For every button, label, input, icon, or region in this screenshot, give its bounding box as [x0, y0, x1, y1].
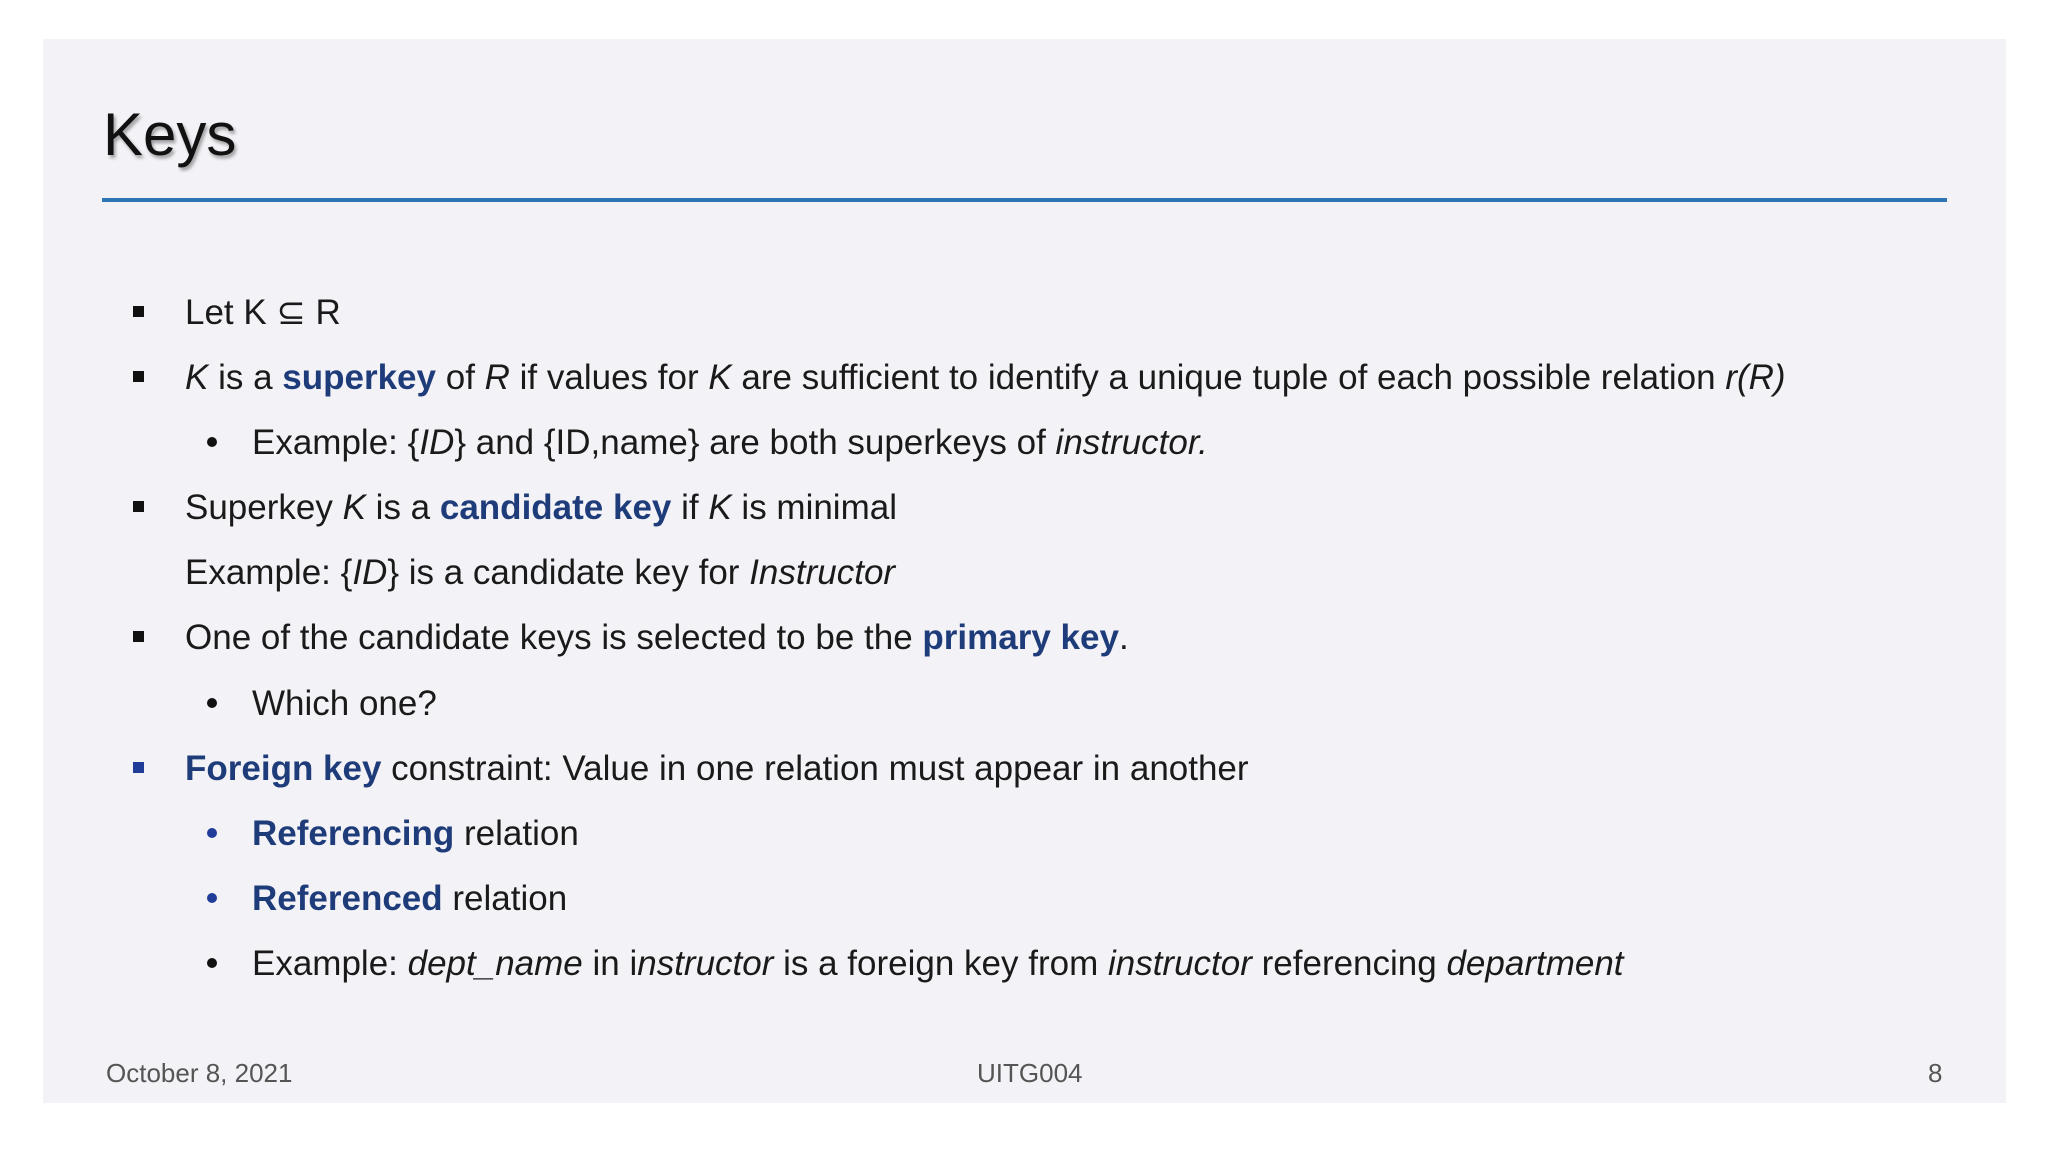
- text-run: relation: [454, 814, 579, 853]
- italic-text: nstructor: [637, 944, 774, 983]
- dot-bullet-icon: [202, 874, 222, 924]
- text-run: is minimal: [731, 488, 897, 527]
- bullet-text: [252, 809, 579, 859]
- text-run: One of the candidate keys is selected to be the: [185, 618, 923, 657]
- bullet-text: [252, 679, 437, 729]
- text-run: in i: [582, 944, 638, 983]
- text-run: is a: [208, 358, 283, 397]
- dot-bullet-icon: [202, 418, 222, 468]
- text-run: of: [436, 358, 485, 397]
- italic-text: ID: [352, 553, 388, 592]
- text-run: } is a candidate key for: [387, 553, 750, 592]
- bullet-text: [252, 874, 567, 924]
- keyword-term: Referenced: [252, 879, 443, 918]
- text-run: is a foreign key from: [773, 944, 1108, 983]
- text-run: Example:: [252, 944, 408, 983]
- bullet-text: [185, 353, 1786, 403]
- text-run: Superkey: [185, 488, 343, 527]
- text-run: ⊆: [276, 293, 306, 332]
- bullet-text: [185, 548, 895, 598]
- text-run: R: [305, 293, 341, 332]
- bullet-text: [185, 744, 1249, 794]
- square-bullet-icon: [128, 483, 148, 533]
- keyword-term: primary key: [922, 618, 1119, 657]
- keyword-term: superkey: [282, 358, 436, 397]
- dot-bullet-icon: [202, 809, 222, 859]
- text-run: are sufficient to identify a unique tuple of each possible relation: [731, 358, 1726, 397]
- square-bullet-icon: [128, 353, 148, 403]
- bullet-text: [185, 288, 341, 338]
- italic-text: r(R): [1725, 358, 1786, 397]
- text-run: .: [1118, 618, 1129, 657]
- bullet-text: [252, 418, 1208, 468]
- keyword-term: Foreign key: [185, 749, 382, 788]
- italic-text: K: [185, 358, 209, 397]
- bullet-text: [185, 613, 1129, 663]
- dot-bullet-icon: [202, 939, 222, 989]
- slide-title: Keys: [103, 101, 237, 168]
- italic-text: K: [708, 358, 732, 397]
- text-run: if: [671, 488, 709, 527]
- square-bullet-icon: [128, 288, 148, 338]
- italic-text: department: [1446, 944, 1624, 983]
- slide: [43, 39, 2006, 1103]
- dot-bullet-icon: [202, 679, 222, 729]
- title-divider: [102, 198, 1947, 202]
- text-run: is a: [365, 488, 440, 527]
- text-run: Example: {: [185, 553, 353, 592]
- square-bullet-icon: [128, 613, 148, 663]
- italic-text: K: [342, 488, 366, 527]
- bullet-text: [185, 483, 897, 533]
- text-run: Which one?: [252, 684, 437, 723]
- bullet-text: [252, 939, 1624, 989]
- text-run: Example: {: [252, 423, 420, 462]
- text-run: } and {ID,name} are both superkeys of: [454, 423, 1056, 462]
- square-bullet-icon: [128, 744, 148, 794]
- italic-text: dept_name: [407, 944, 583, 983]
- italic-text: instructor: [1107, 944, 1252, 983]
- italic-text: instructor.: [1055, 423, 1208, 462]
- footer-course: UITG004: [977, 1058, 1083, 1088]
- text-run: relation: [442, 879, 568, 918]
- keyword-term: Referencing: [252, 814, 455, 853]
- italic-text: R: [484, 358, 510, 397]
- italic-text: Instructor: [749, 553, 896, 592]
- text-run: constraint: Value in one relation must appear in another: [381, 749, 1249, 788]
- footer-page-number: 8: [1928, 1058, 1943, 1088]
- text-run: if values for: [509, 358, 709, 397]
- italic-text: K: [708, 488, 732, 527]
- footer-date: October 8, 2021: [106, 1058, 293, 1088]
- italic-text: ID: [419, 423, 455, 462]
- keyword-term: candidate key: [439, 488, 672, 527]
- text-run: referencing: [1251, 944, 1447, 983]
- text-run: Let K: [185, 293, 277, 332]
